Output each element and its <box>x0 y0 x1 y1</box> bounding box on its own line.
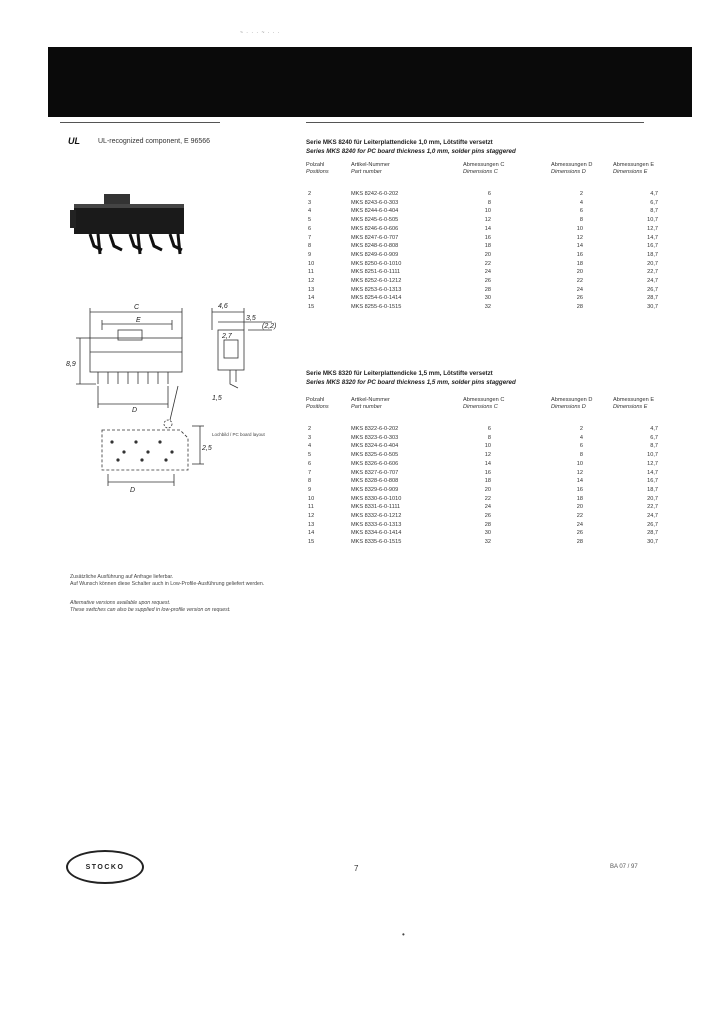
cell-dim-d: 12 <box>576 234 583 241</box>
stray-mark: • <box>402 930 405 939</box>
cell-dim-c: 24 <box>484 504 491 511</box>
cell-dim-e: 6,7 <box>650 434 658 441</box>
cell-part-number: MKS 8251-6-0-1111 <box>351 269 401 276</box>
cell-positions: 6 <box>308 460 312 467</box>
front-view-pins <box>98 372 168 384</box>
dim-label-1-5: 1,5 <box>212 395 222 402</box>
dim-label-d-layout: D <box>130 487 136 494</box>
cell-positions: 13 <box>308 521 315 528</box>
cell-part-number: MKS 8328-6-0-808 <box>351 478 399 485</box>
table-row <box>306 268 658 277</box>
table-row <box>306 521 658 530</box>
cell-dim-d: 28 <box>576 539 583 546</box>
table-row <box>306 451 658 460</box>
cell-dim-e: 30,7 <box>647 539 658 546</box>
switch-pins <box>90 234 182 254</box>
cell-dim-d: 8 <box>579 452 583 459</box>
cell-dim-d: 8 <box>579 217 583 224</box>
cell-dim-d: 10 <box>576 460 583 467</box>
cell-dim-d: 14 <box>576 478 583 485</box>
dim-label-c: C <box>134 304 140 311</box>
stocko-logo: STOCKO <box>66 850 144 884</box>
cell-dim-c: 8 <box>487 434 491 441</box>
table-row <box>306 207 658 216</box>
cell-dim-d: 26 <box>576 530 583 537</box>
cell-part-number: MKS 8333-6-0-1313 <box>351 521 402 528</box>
col-header-dim-e: Abmessungen E Dimensions E <box>613 397 655 410</box>
cell-dim-e: 4,7 <box>650 426 658 432</box>
switch-body <box>74 204 184 234</box>
series2-title-de: Serie MKS 8320 für Leiterplattendicke 1,5 mm, Lötstifte versetzt <box>306 370 493 377</box>
cell-dim-d: 6 <box>579 208 583 215</box>
cell-dim-d: 16 <box>576 486 583 493</box>
cell-positions: 8 <box>308 478 312 485</box>
footnote-en-line2: These switches can also be supplied in low-profile version on request. <box>70 607 231 613</box>
cell-dim-d: 24 <box>576 286 583 293</box>
cell-dim-e: 16,7 <box>647 478 658 485</box>
cell-dim-c: 10 <box>484 208 491 215</box>
cell-dim-e: 26,7 <box>647 286 658 293</box>
series1-title-de: Serie MKS 8240 für Leiterplattendicke 1,0 mm, Lötstifte versetzt <box>306 139 493 146</box>
cell-part-number: MKS 8244-6-0-404 <box>351 208 399 215</box>
cell-dim-e: 10,7 <box>647 452 658 459</box>
cell-part-number: MKS 8329-6-0-909 <box>351 486 399 493</box>
cell-dim-d: 4 <box>579 434 583 441</box>
top-header <box>0 30 720 48</box>
table-row <box>306 495 658 504</box>
cell-dim-d: 20 <box>576 504 583 511</box>
cell-dim-c: 22 <box>484 260 491 267</box>
ul-note-text: UL-recognized component, E 96566 <box>98 138 211 145</box>
col-header-dim-c: Abmessungen C Dimensions C <box>463 162 505 175</box>
cell-dim-d: 18 <box>576 260 583 267</box>
cell-dim-e: 12,7 <box>647 460 658 467</box>
dim-label-8-9: 8,9 <box>66 361 76 368</box>
cell-dim-e: 22,7 <box>647 504 658 511</box>
cell-dim-e: 4,7 <box>650 191 658 197</box>
cell-dim-d: 24 <box>576 521 583 528</box>
cell-dim-c: 22 <box>484 495 491 502</box>
footnote-de <box>70 574 290 588</box>
cell-dim-c: 6 <box>487 426 491 432</box>
cell-dim-c: 30 <box>484 295 491 302</box>
cell-part-number: MKS 8324-6-0-404 <box>351 443 399 450</box>
cell-dim-e: 28,7 <box>647 295 658 302</box>
footnote-de-line2: Auf Wunsch können diese Schalter auch in Low-Profile-Ausführung geliefert werden. <box>70 581 265 587</box>
table-header-row <box>306 397 658 425</box>
cell-part-number: MKS 8331-6-0-1111 <box>351 504 401 511</box>
cell-dim-c: 8 <box>487 199 491 206</box>
table-header-row <box>306 162 658 190</box>
table-row <box>306 251 658 260</box>
cell-dim-c: 16 <box>484 234 491 241</box>
cell-part-number: MKS 8250-6-0-1010 <box>351 260 402 267</box>
cell-dim-d: 18 <box>576 495 583 502</box>
cell-dim-d: 22 <box>576 278 583 285</box>
cell-dim-c: 28 <box>484 521 491 528</box>
cell-dim-c: 12 <box>484 452 491 459</box>
cell-dim-e: 6,7 <box>650 199 658 206</box>
cell-part-number: MKS 8330-6-0-1010 <box>351 495 402 502</box>
cell-part-number: MKS 8327-6-0-707 <box>351 469 399 476</box>
cell-positions: 3 <box>308 434 312 441</box>
cell-part-number: MKS 8245-6-0-505 <box>351 217 399 224</box>
table-row <box>306 234 658 243</box>
cell-dim-e: 16,7 <box>647 243 658 250</box>
cell-dim-d: 2 <box>579 191 583 197</box>
cell-positions: 2 <box>308 426 312 432</box>
cell-dim-c: 32 <box>484 539 491 546</box>
cell-dim-c: 18 <box>484 243 491 250</box>
cell-positions: 3 <box>308 199 312 206</box>
cell-positions: 10 <box>308 260 315 267</box>
cell-part-number: MKS 8326-6-0-606 <box>351 460 399 467</box>
cell-part-number: MKS 8248-6-0-808 <box>351 243 399 250</box>
col-header-dim-c: Abmessungen C Dimensions C <box>463 397 505 410</box>
cell-dim-d: 26 <box>576 295 583 302</box>
dim-label-d: D <box>132 407 138 414</box>
cell-positions: 10 <box>308 495 315 502</box>
cell-positions: 11 <box>308 269 314 276</box>
cell-dim-e: 24,7 <box>647 278 658 285</box>
cell-dim-d: 2 <box>579 426 583 432</box>
cell-part-number: MKS 8254-6-0-1414 <box>351 295 402 302</box>
cell-positions: 12 <box>308 513 315 520</box>
cell-positions: 4 <box>308 443 312 450</box>
header-black-band <box>48 47 692 117</box>
cell-positions: 5 <box>308 217 312 224</box>
ul-recognition-note <box>68 136 210 147</box>
divider-right <box>306 122 644 123</box>
series2-table-body <box>306 425 658 547</box>
table-row <box>306 303 658 312</box>
front-view-outline <box>90 338 182 372</box>
page-reference: BA 07 / 97 <box>610 864 638 870</box>
cell-dim-d: 6 <box>579 443 583 450</box>
table-row <box>306 434 658 443</box>
table-row <box>306 216 658 225</box>
series2-table <box>306 397 658 547</box>
table-row <box>306 529 658 538</box>
cell-dim-e: 18,7 <box>647 486 658 493</box>
pcb-holes <box>110 440 173 461</box>
cell-part-number: MKS 8242-6-0-202 <box>351 191 399 197</box>
cell-part-number: MKS 8325-6-0-505 <box>351 452 399 459</box>
cell-positions: 9 <box>308 251 312 258</box>
cell-positions: 9 <box>308 486 312 493</box>
cell-positions: 5 <box>308 452 312 459</box>
cell-part-number: MKS 8247-6-0-707 <box>351 234 399 241</box>
cell-dim-e: 10,7 <box>647 217 658 224</box>
table-row <box>306 425 658 434</box>
dim-label-2-2: (2,2) <box>262 323 277 330</box>
col-header-dim-d: Abmessungen D Dimensions D <box>551 397 593 410</box>
cell-part-number: MKS 8243-6-0-303 <box>351 199 399 206</box>
cell-dim-e: 22,7 <box>647 269 658 276</box>
cell-positions: 15 <box>308 304 315 311</box>
cell-part-number: MKS 8252-6-0-1212 <box>351 278 402 285</box>
layout-caption: Lochbild / PC board layout <box>212 432 265 437</box>
table-row <box>306 512 658 521</box>
cell-part-number: MKS 8322-6-0-202 <box>351 426 399 432</box>
cell-dim-e: 14,7 <box>647 469 658 476</box>
cell-dim-c: 10 <box>484 443 491 450</box>
cell-dim-e: 18,7 <box>647 251 658 258</box>
table-row <box>306 277 658 286</box>
cell-dim-e: 14,7 <box>647 234 658 241</box>
cell-dim-c: 14 <box>484 460 491 467</box>
cell-dim-c: 16 <box>484 469 491 476</box>
footnote-en <box>70 600 290 614</box>
cell-dim-d: 12 <box>576 469 583 476</box>
cell-dim-c: 28 <box>484 286 491 293</box>
table-row <box>306 442 658 451</box>
series1-table <box>306 162 658 312</box>
dim-label-2-5: 2,5 <box>202 445 212 452</box>
cell-dim-c: 18 <box>484 478 491 485</box>
table-row <box>306 199 658 208</box>
cell-positions: 14 <box>308 530 315 537</box>
cell-dim-e: 20,7 <box>647 495 658 502</box>
cell-dim-c: 12 <box>484 217 491 224</box>
cell-positions: 7 <box>308 469 312 476</box>
cell-dim-e: 12,7 <box>647 225 658 232</box>
cell-dim-e: 26,7 <box>647 521 658 528</box>
cell-positions: 14 <box>308 295 315 302</box>
table-row <box>306 460 658 469</box>
pcb-layout-outline <box>102 430 188 470</box>
cell-positions: 12 <box>308 278 315 285</box>
table-row <box>306 286 658 295</box>
cell-dim-d: 16 <box>576 251 583 258</box>
cell-dim-c: 26 <box>484 278 491 285</box>
cell-dim-c: 24 <box>484 269 491 276</box>
page-number: 7 <box>354 864 359 873</box>
table-row <box>306 486 658 495</box>
cell-positions: 6 <box>308 225 312 232</box>
cell-positions: 7 <box>308 234 312 241</box>
cell-positions: 8 <box>308 243 312 250</box>
header-faint-text: ~ · · · ~ · · · <box>240 30 281 36</box>
dim-label-e: E <box>136 317 141 324</box>
dim-label-2-7: 2,7 <box>222 333 232 340</box>
col-header-positions: Polzahl Positions <box>306 162 329 175</box>
cell-part-number: MKS 8334-6-0-1414 <box>351 530 402 537</box>
table-row <box>306 477 658 486</box>
cell-part-number: MKS 8249-6-0-909 <box>351 251 399 258</box>
cell-dim-d: 14 <box>576 243 583 250</box>
cell-positions: 15 <box>308 539 315 546</box>
cell-part-number: MKS 8323-6-0-303 <box>351 434 399 441</box>
cell-positions: 11 <box>308 504 314 511</box>
series1-table-body <box>306 190 658 312</box>
cell-dim-c: 6 <box>487 191 491 197</box>
col-header-dim-d: Abmessungen D Dimensions D <box>551 162 593 175</box>
table-row <box>306 538 658 547</box>
table-row <box>306 242 658 251</box>
cell-part-number: MKS 8255-6-0-1515 <box>351 304 402 311</box>
technical-drawing <box>62 300 302 510</box>
cell-dim-e: 30,7 <box>647 304 658 311</box>
series2-title-en: Series MKS 8320 for PC board thickness 1,5 mm, solder pins staggered <box>306 379 516 386</box>
cell-part-number: MKS 8335-6-0-1515 <box>351 539 402 546</box>
table-row <box>306 294 658 303</box>
series2-heading <box>306 369 646 387</box>
col-header-dim-e: Abmessungen E Dimensions E <box>613 162 655 175</box>
cell-dim-e: 24,7 <box>647 513 658 520</box>
cell-part-number: MKS 8253-6-0-1313 <box>351 286 402 293</box>
cell-dim-d: 28 <box>576 304 583 311</box>
col-header-positions: Polzahl Positions <box>306 397 329 410</box>
cell-part-number: MKS 8332-6-0-1212 <box>351 513 402 520</box>
table-row <box>306 469 658 478</box>
cell-dim-c: 20 <box>484 251 491 258</box>
divider-left <box>60 122 220 123</box>
cell-dim-c: 30 <box>484 530 491 537</box>
footnote-en-line1: Alternative versions available upon request. <box>70 600 171 606</box>
cell-part-number: MKS 8246-6-0-606 <box>351 225 399 232</box>
cell-dim-e: 20,7 <box>647 260 658 267</box>
cell-dim-e: 8,7 <box>650 208 658 215</box>
cell-dim-c: 26 <box>484 513 491 520</box>
cell-dim-d: 10 <box>576 225 583 232</box>
footnote-de-line1: Zusätzliche Ausführung auf Anfrage lieferbar. <box>70 574 174 580</box>
table-row <box>306 190 658 199</box>
series1-heading <box>306 138 646 156</box>
cell-dim-d: 20 <box>576 269 583 276</box>
cell-positions: 2 <box>308 191 312 197</box>
cell-dim-c: 14 <box>484 225 491 232</box>
cell-dim-d: 4 <box>579 199 583 206</box>
dim-label-3-5: 3,5 <box>246 315 256 322</box>
series1-title-en: Series MKS 8240 for PC board thickness 1,0 mm, solder pins staggered <box>306 148 516 155</box>
col-header-part-number: Artikel-Nummer Part number <box>351 397 390 410</box>
table-row <box>306 225 658 234</box>
cell-dim-d: 22 <box>576 513 583 520</box>
product-photo <box>60 188 200 268</box>
cell-dim-e: 8,7 <box>650 443 658 450</box>
table-row <box>306 260 658 269</box>
dim-label-4-6: 4,6 <box>218 303 228 310</box>
cell-dim-e: 28,7 <box>647 530 658 537</box>
cell-positions: 4 <box>308 208 312 215</box>
table-row <box>306 503 658 512</box>
cell-dim-c: 32 <box>484 304 491 311</box>
col-header-part-number: Artikel-Nummer Part number <box>351 162 390 175</box>
cell-dim-c: 20 <box>484 486 491 493</box>
ul-logo: UL <box>68 136 80 146</box>
cell-positions: 13 <box>308 286 315 293</box>
